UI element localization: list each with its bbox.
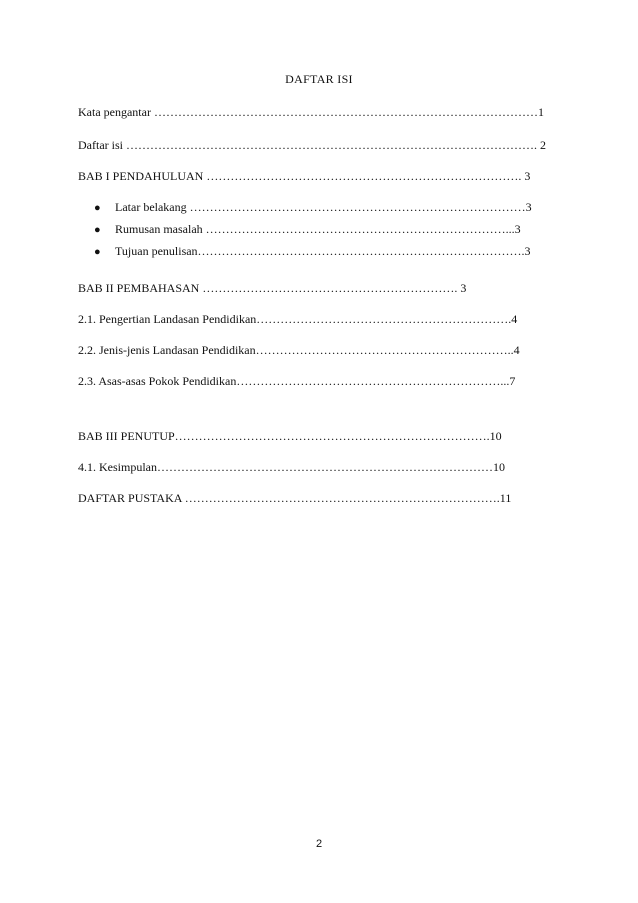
toc-entry-kata-pengantar: Kata pengantar ……………………………………………………………………………………1 [78,105,544,119]
toc-entry-2-2: 2.2. Jenis-jenis Landasan Pendidikan………………………………………………………..4 [78,343,520,357]
toc-entry-daftar-pustaka: DAFTAR PUSTAKA …………………………………………………………………….11 [78,491,512,505]
toc-entry-bab-1: BAB I PENDAHULUAN ……………………………………………………………………. 3 [78,169,531,183]
toc-entry-daftar-isi: Daftar isi …………………………………………………………………………………………. 2 [78,138,546,152]
toc-entry-2-3: 2.3. Asas-asas Pokok Pendidikan…………………………………………………………...7 [78,374,516,388]
toc-entry-tujuan-penulisan: Tujuan penulisan……………………………………………………………………….3 [115,244,531,258]
toc-entry-2-1: 2.1. Pengertian Landasan Pendidikan……………………………………………………….4 [78,312,518,326]
bullet-icon: ● [94,202,101,214]
toc-title: DAFTAR ISI [285,72,353,86]
page-number: 2 [315,838,323,850]
bullet-icon: ● [94,224,101,236]
toc-entry-rumusan-masalah: Rumusan masalah …………………………………………………………………...3 [115,222,521,236]
toc-entry-bab-2: BAB II PEMBAHASAN ………………………………………………………. 3 [78,281,467,295]
toc-entry-latar-belakang: Latar belakang …………………………………………………………………………3 [115,200,532,214]
toc-entry-bab-3: BAB III PENUTUP…………………………………………………………………….10 [78,429,502,443]
toc-entry-4-1: 4.1. Kesimpulan…………………………………………………………………………10 [78,460,505,474]
bullet-icon: ● [94,246,101,258]
